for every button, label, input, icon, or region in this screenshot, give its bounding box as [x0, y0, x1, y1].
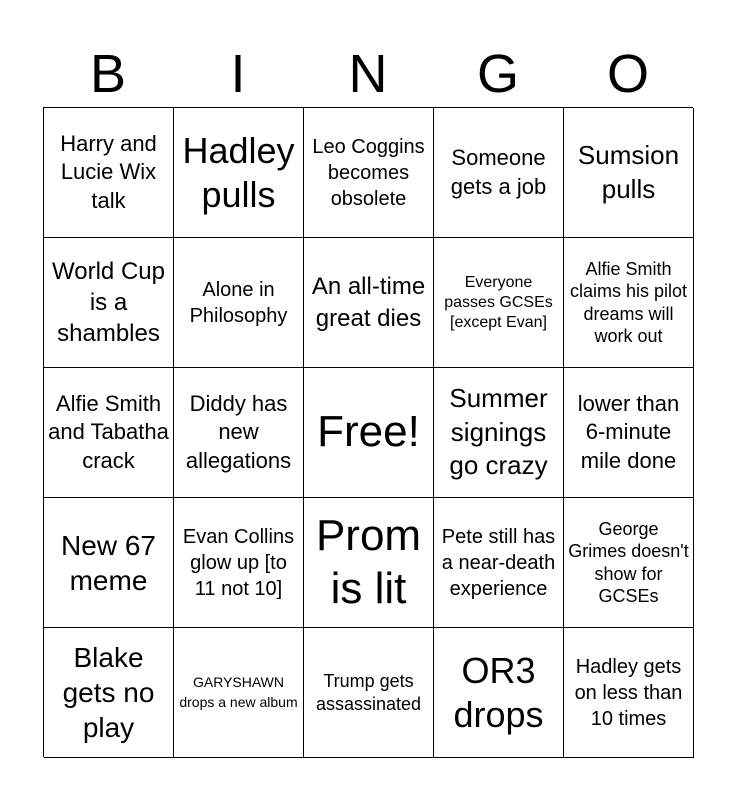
cell-text: Blake gets no play: [62, 642, 155, 743]
cell-text: OR3 drops: [453, 650, 544, 735]
cell-text: lower than 6-minute mile done: [577, 390, 680, 473]
cell-text: Alone in Philosophy: [189, 278, 288, 327]
bingo-cell[interactable]: [44, 368, 174, 498]
bingo-cell[interactable]: [434, 628, 564, 758]
bingo-cell[interactable]: [304, 628, 434, 758]
bingo-cell[interactable]: [564, 238, 694, 368]
cell-text: New 67 meme: [61, 529, 156, 596]
bingo-cell[interactable]: [44, 108, 174, 238]
cell-text: Harry and Lucie Wix talk: [60, 130, 157, 213]
cell-text: Someone gets a job: [450, 144, 547, 199]
cell-text: Summer signings go crazy: [449, 382, 548, 481]
cell-text: Trump gets assassinated: [315, 671, 422, 714]
bingo-cell[interactable]: [174, 628, 304, 758]
bingo-cell[interactable]: [434, 498, 564, 628]
bingo-cell[interactable]: [174, 238, 304, 368]
bingo-cell[interactable]: [44, 498, 174, 628]
cell-text: Sumsion pulls: [577, 139, 680, 204]
cell-text: Alfie Smith claims his pilot dreams will work out: [569, 258, 688, 346]
free-space-text: Free!: [317, 407, 420, 457]
cell-text: GARYSHAWN drops a new album: [179, 673, 298, 710]
bingo-cell[interactable]: [434, 238, 564, 368]
bingo-cell[interactable]: [304, 108, 434, 238]
bingo-cell[interactable]: [304, 498, 434, 628]
bingo-header: [43, 40, 693, 108]
cell-text: Leo Coggins becomes obsolete: [312, 135, 425, 210]
cell-text: World Cup is a shambles: [52, 257, 165, 348]
cell-text: Pete still has a near-death experience: [441, 525, 556, 600]
bingo-cell[interactable]: [434, 368, 564, 498]
free-space-cell[interactable]: [304, 368, 434, 498]
bingo-cell[interactable]: [174, 368, 304, 498]
header-letter-g: G: [476, 44, 519, 104]
header-letter-b: B: [89, 44, 127, 104]
cell-text: Hadley gets on less than 10 times: [574, 655, 683, 730]
cell-text: Evan Collins glow up [to 11 not 10]: [182, 525, 295, 600]
header-letter-n: N: [348, 44, 388, 104]
cell-text: Everyone passes GCSEs [except Evan]: [444, 273, 553, 331]
bingo-cell[interactable]: [44, 628, 174, 758]
bingo-cell[interactable]: [44, 238, 174, 368]
bingo-cell[interactable]: [304, 238, 434, 368]
cell-text: George Grimes doesn't show for GCSEs: [568, 518, 689, 606]
bingo-cell[interactable]: [564, 498, 694, 628]
bingo-cell[interactable]: [174, 498, 304, 628]
bingo-cell[interactable]: [564, 108, 694, 238]
cell-text: An all-time great dies: [311, 273, 426, 332]
bingo-cell[interactable]: [174, 108, 304, 238]
cell-text: Prom is lit: [315, 510, 422, 613]
cell-text: Hadley pulls: [182, 130, 295, 215]
bingo-cell[interactable]: [564, 368, 694, 498]
cell-text: Alfie Smith and Tabatha crack: [48, 390, 169, 473]
cell-text: Diddy has new allegations: [185, 390, 292, 473]
header-letter-o: O: [606, 44, 649, 104]
bingo-cell[interactable]: [564, 628, 694, 758]
bingo-cell[interactable]: [434, 108, 564, 238]
bingo-grid: [43, 107, 693, 757]
header-letter-i: I: [230, 44, 246, 104]
